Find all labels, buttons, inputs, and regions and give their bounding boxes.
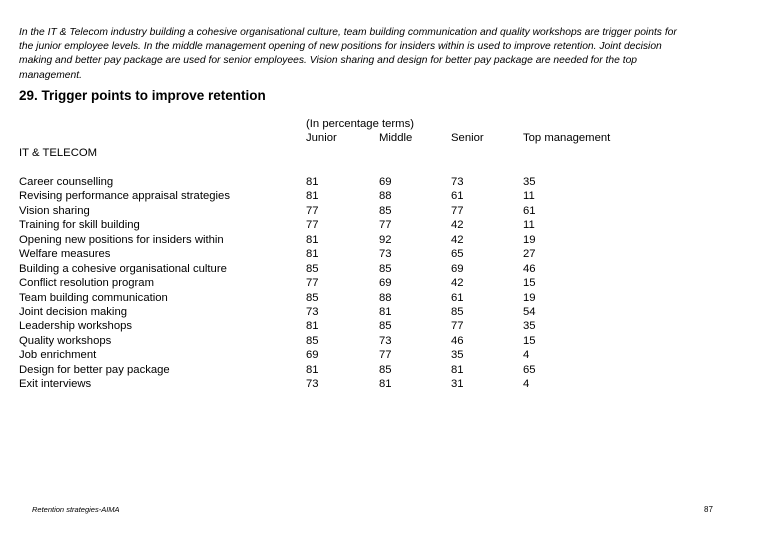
middle-value: 85 <box>379 363 392 376</box>
middle-value: 69 <box>379 176 392 188</box>
top-management-value: 19 <box>523 233 536 246</box>
intro-paragraph: In the IT & Telecom industry building a cohesive organisational culture, team building communication and quality workshops are trigger points for the junior employee levels. In the middle management opening of new positions for insiders within is used to improve retention. Joint decision making and better pay package are used for senior employees. Vision sharing and design for better pay package are needed for the top management. <box>19 27 677 81</box>
table-row <box>0 276 780 290</box>
data-table <box>0 175 780 392</box>
table-row <box>0 377 780 391</box>
junior-value: 85 <box>306 262 319 275</box>
senior-value: 85 <box>451 305 464 318</box>
column-header-junior: Junior <box>306 132 337 144</box>
table-row <box>0 348 780 362</box>
middle-value: 85 <box>379 320 392 333</box>
senior-value: 61 <box>451 190 464 203</box>
middle-value: 81 <box>379 305 392 318</box>
top-management-value: 19 <box>523 291 536 304</box>
table-row <box>0 291 780 305</box>
column-header-middle: Middle <box>379 132 413 144</box>
middle-value: 73 <box>379 334 392 347</box>
senior-value: 73 <box>451 176 464 188</box>
table-row <box>0 305 780 319</box>
senior-value: 31 <box>451 378 464 391</box>
row-label: Training for skill building <box>19 219 140 232</box>
senior-value: 69 <box>451 262 464 275</box>
table-row <box>0 363 780 377</box>
table-row <box>0 189 780 203</box>
senior-value: 65 <box>451 248 464 261</box>
row-label: Leadership workshops <box>19 320 133 333</box>
table-group-title: IT & TELECOM <box>19 147 98 159</box>
row-label: Quality workshops <box>19 334 112 347</box>
senior-value: 42 <box>451 219 464 232</box>
middle-value: 77 <box>379 219 392 232</box>
middle-value: 92 <box>379 233 392 246</box>
junior-value: 85 <box>306 334 319 347</box>
senior-value: 35 <box>451 349 464 362</box>
table-row <box>0 334 780 348</box>
middle-value: 88 <box>379 291 392 304</box>
row-label: Opening new positions for insiders within <box>19 233 224 246</box>
junior-value: 85 <box>306 291 319 304</box>
row-label: Conflict resolution program <box>19 277 154 290</box>
senior-value: 42 <box>451 277 464 290</box>
table-row <box>0 204 780 218</box>
row-label: Team building communication <box>19 291 168 304</box>
middle-value: 88 <box>379 190 392 203</box>
row-label: Welfare measures <box>19 248 111 261</box>
junior-value: 77 <box>306 204 319 217</box>
top-management-value: 65 <box>523 363 536 376</box>
row-label: Building a cohesive organisational culture <box>19 262 227 275</box>
top-management-value: 54 <box>523 305 536 318</box>
top-management-value: 15 <box>523 277 536 290</box>
junior-value: 73 <box>306 305 319 318</box>
junior-value: 81 <box>306 233 319 246</box>
junior-value: 81 <box>306 190 319 203</box>
junior-value: 69 <box>306 349 319 362</box>
junior-value: 81 <box>306 248 319 261</box>
senior-value: 81 <box>451 363 464 376</box>
junior-value: 77 <box>306 277 319 290</box>
row-label: Job enrichment <box>19 349 97 362</box>
table-row <box>0 319 780 333</box>
top-management-value: 35 <box>523 320 536 333</box>
top-management-value: 4 <box>523 378 530 391</box>
junior-value: 73 <box>306 378 319 391</box>
section-title: 29. Trigger points to improve retention <box>19 88 266 103</box>
page-number: 87 <box>704 505 713 514</box>
middle-value: 69 <box>379 277 392 290</box>
middle-value: 85 <box>379 262 392 275</box>
top-management-value: 35 <box>523 176 536 188</box>
top-management-value: 11 <box>523 219 535 232</box>
middle-value: 77 <box>379 349 392 362</box>
row-label: Joint decision making <box>19 305 128 318</box>
senior-value: 77 <box>451 204 464 217</box>
middle-value: 85 <box>379 204 392 217</box>
table-row <box>0 247 780 261</box>
junior-value: 81 <box>306 320 319 333</box>
senior-value: 61 <box>451 291 464 304</box>
table-note: (In percentage terms) <box>306 118 414 130</box>
junior-value: 81 <box>306 363 319 376</box>
top-management-value: 15 <box>523 334 536 347</box>
footer-source: Retention strategies-AIMA <box>32 505 120 514</box>
top-management-value: 4 <box>523 349 530 362</box>
table-row <box>0 233 780 247</box>
row-label: Vision sharing <box>19 204 90 217</box>
table-row <box>0 262 780 276</box>
senior-value: 77 <box>451 320 464 333</box>
top-management-value: 27 <box>523 248 536 261</box>
table-row <box>0 175 780 189</box>
top-management-value: 61 <box>523 204 536 217</box>
row-label: Exit interviews <box>19 378 92 391</box>
junior-value: 81 <box>306 176 319 188</box>
row-label: Career counselling <box>19 176 114 188</box>
top-management-value: 11 <box>523 190 535 203</box>
senior-value: 42 <box>451 233 464 246</box>
table-row <box>0 218 780 232</box>
middle-value: 81 <box>379 378 392 391</box>
column-header-senior: Senior <box>451 132 484 144</box>
row-label: Revising performance appraisal strategies <box>19 190 230 203</box>
top-management-value: 46 <box>523 262 536 275</box>
middle-value: 73 <box>379 248 392 261</box>
row-label: Design for better pay package <box>19 363 170 376</box>
junior-value: 77 <box>306 219 319 232</box>
column-header-top-management: Top management <box>523 132 611 144</box>
senior-value: 46 <box>451 334 464 347</box>
